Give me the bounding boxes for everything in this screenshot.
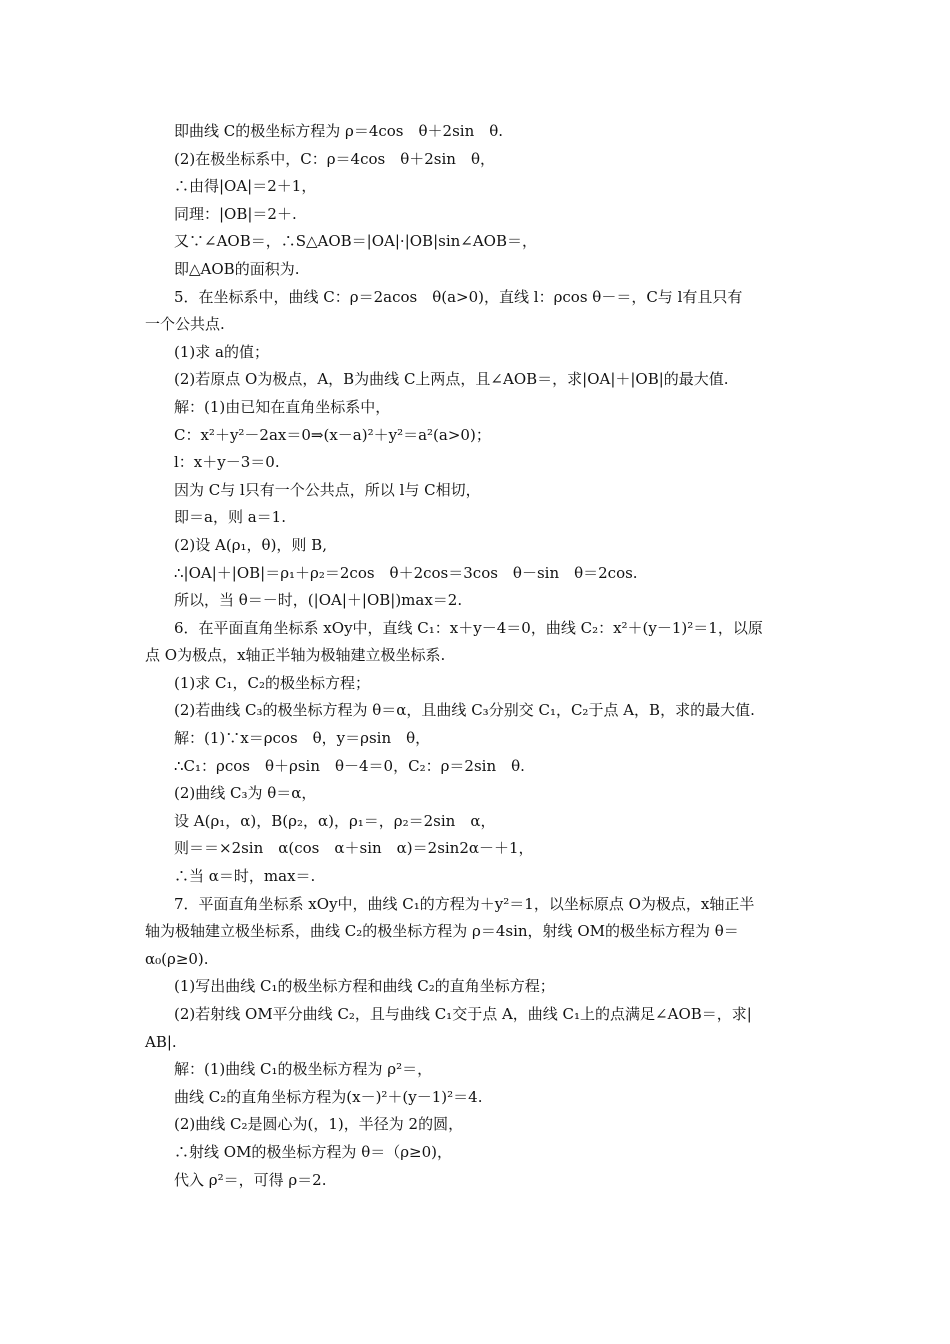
text-line: (2)曲线 C₃为 θ＝α， [174,784,317,803]
text-line: ∴C₁：ρcos θ＋ρsin θ－4＝0，C₂：ρ＝2sin θ. [174,756,525,775]
text-line: ∴射线 OM的极坐标方程为 θ＝（ρ≥0)， [174,1142,453,1161]
text-line: 又∵∠AOB＝，∴S△AOB＝|OA|·|OB|sin∠AOB＝， [174,232,537,251]
text-line: 则＝＝×2sin α(cos α＋sin α)＝2sin2α－＋1， [174,839,534,858]
text-line: 设 A(ρ₁，α)，B(ρ₂，α)，ρ₁＝，ρ₂＝2sin α， [174,811,496,830]
text-line: (1)求 C₁，C₂的极坐标方程； [174,673,370,692]
text-line: 5．在坐标系中，曲线 C：ρ＝2acos θ(a>0)，直线 l：ρcos θ－＝，C与 l有且只有 [174,287,743,306]
text-line: α₀(ρ≥0). [145,949,209,968]
text-line: ∴由得|OA|＝2＋1， [174,177,317,196]
text-line: 点 O为极点，x轴正半轴为极轴建立极坐标系. [145,646,446,665]
document-body [145,118,810,1194]
text-line: (1)求 a的值； [174,342,269,361]
text-line: 代入 ρ²＝，可得 ρ＝2. [174,1170,327,1189]
text-line: ∴|OA|＋|OB|＝ρ₁＋ρ₂＝2cos θ＋2cos＝3cos θ－sin θ＝2cos. [174,563,638,582]
text-line: 6．在平面直角坐标系 xOy中，直线 C₁：x＋y－4＝0，曲线 C₂：x²＋(y－1)²＝1，以原 [174,618,763,637]
text-line: (2)若射线 OM平分曲线 C₂，且与曲线 C₁交于点 A，曲线 C₁上的点满足∠AOB＝，求| [174,1005,752,1023]
text-line: 同理：|OB|＝2＋. [174,204,297,223]
text-line: 即曲线 C的极坐标方程为 ρ＝4cos θ＋2sin θ. [174,122,504,140]
text-line: (2)设 A(ρ₁，θ)，则 B, [174,535,327,554]
text-line: (2)曲线 C₂是圆心为(，1)，半径为 2的圆， [174,1115,464,1134]
text-line: (2)在极坐标系中，C：ρ＝4cos θ＋2sin θ， [174,149,495,168]
text-line: ∴当 α＝时，max＝. [174,867,316,886]
text-line: (1)写出曲线 C₁的极坐标方程和曲线 C₂的直角坐标方程； [174,977,555,996]
text-line: 轴为极轴建立极坐标系，曲线 C₂的极坐标方程为 ρ＝4sin，射线 OM的极坐标方程为 θ＝ [145,922,739,941]
text-line: 所以，当 θ＝－时，(|OA|＋|OB|)max＝2. [174,591,463,610]
text-line: C：x²＋y²－2ax＝0⇒(x－a)²＋y²＝a²(a>0)； [174,425,491,444]
text-line: 解：(1)∵x＝ρcos θ，y＝ρsin θ， [174,729,431,748]
text-line: 解：(1)曲线 C₁的极坐标方程为 ρ²＝， [174,1060,433,1079]
text-line: 一个公共点. [145,315,225,334]
text-line: 7．平面直角坐标系 xOy中，曲线 C₁的方程为＋y²＝1，以坐标原点 O为极点，x轴正半 [174,894,755,913]
text-line: (2)若曲线 C₃的极坐标方程为 θ＝α，且曲线 C₃分别交 C₁，C₂于点 A，B，求的最大值. [174,701,755,720]
text-line: 解：(1)由已知在直角坐标系中， [174,397,391,416]
text-line: 即＝a，则 a＝1. [174,508,286,527]
text-line: 因为 C与 l只有一个公共点，所以 l与 C相切， [174,480,481,499]
text-line: (2)若原点 O为极点，A，B为曲线 C上两点，且∠AOB＝，求|OA|＋|OB|的最大值. [174,370,729,389]
text-line: l：x＋y－3＝0. [174,453,280,472]
text-line: AB|. [145,1032,177,1051]
text-line: 即△AOB的面积为. [174,259,300,278]
text-line: 曲线 C₂的直角坐标方程为(x－)²＋(y－1)²＝4. [174,1087,483,1106]
